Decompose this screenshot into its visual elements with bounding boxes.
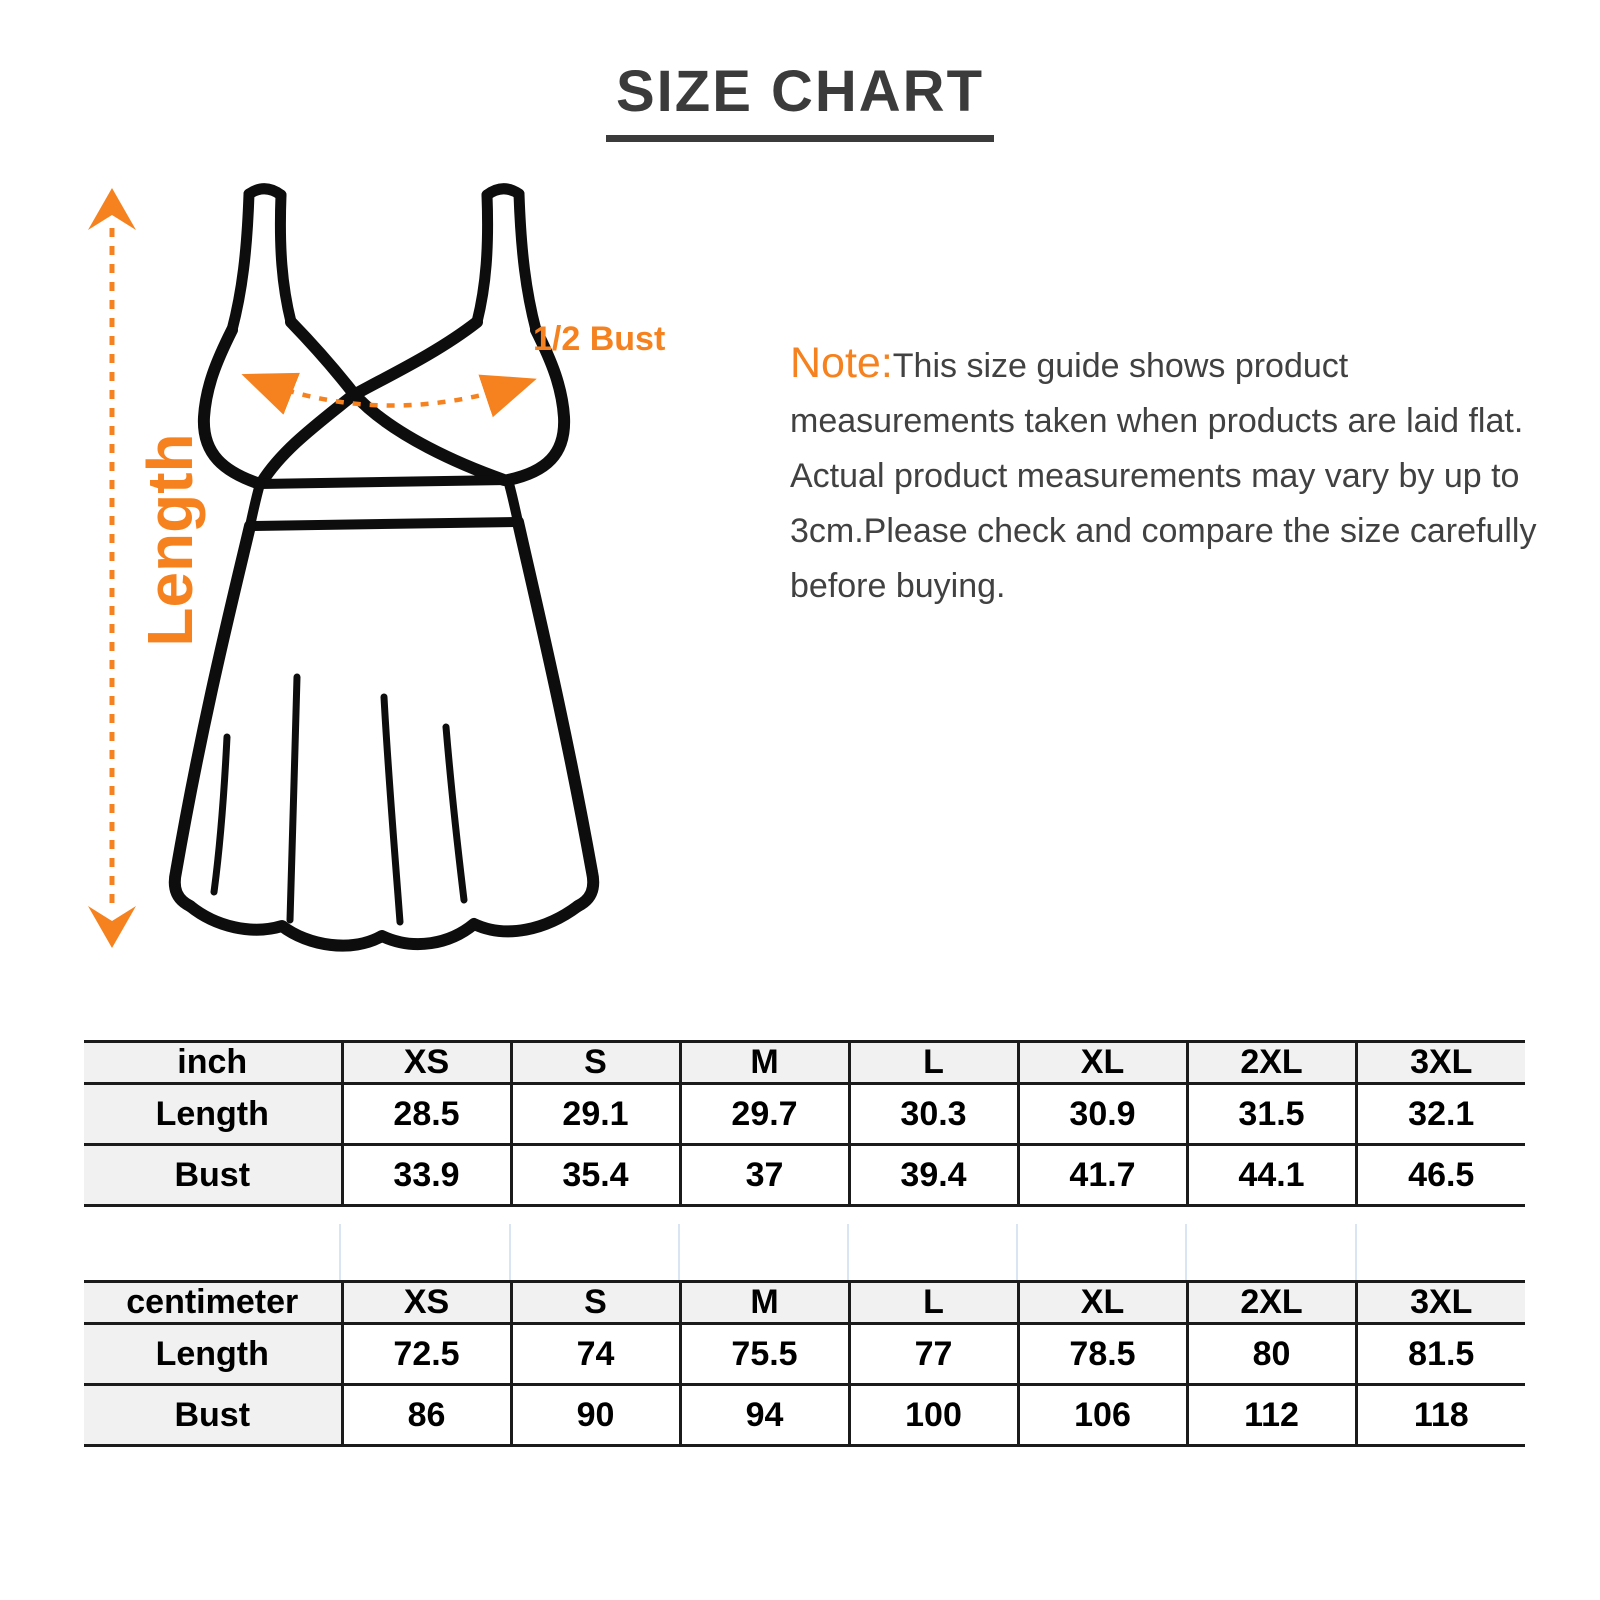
row-label-cell: Length bbox=[84, 1084, 342, 1145]
value-cell: 29.1 bbox=[511, 1084, 680, 1145]
length-arrow bbox=[88, 188, 136, 948]
spacer-cell bbox=[511, 1224, 680, 1280]
note-prefix: Note: bbox=[790, 339, 893, 387]
row-label-cell: Length bbox=[84, 1324, 342, 1385]
value-cell: 100 bbox=[849, 1385, 1018, 1446]
value-cell: 94 bbox=[680, 1385, 849, 1446]
size-table-centimeter bbox=[84, 1280, 1525, 1447]
size-header-cell: 2XL bbox=[1187, 1282, 1356, 1324]
size-table-inch bbox=[84, 1040, 1525, 1207]
note-body: This size guide shows product measurements taken when products are laid flat. Actual product measurements may vary by up to 3cm.Please check and compare the size carefully before buying. bbox=[790, 347, 1537, 605]
table-header-row bbox=[84, 1282, 1525, 1324]
value-cell: 30.9 bbox=[1018, 1084, 1187, 1145]
size-header-cell: 2XL bbox=[1187, 1042, 1356, 1084]
page-title: SIZE CHART bbox=[606, 58, 994, 142]
size-header-cell: 3XL bbox=[1356, 1042, 1525, 1084]
size-header-cell: XL bbox=[1018, 1042, 1187, 1084]
value-cell: 86 bbox=[342, 1385, 511, 1446]
value-cell: 80 bbox=[1187, 1324, 1356, 1385]
value-cell: 41.7 bbox=[1018, 1145, 1187, 1206]
value-cell: 112 bbox=[1187, 1385, 1356, 1446]
unit-header-cell: centimeter bbox=[84, 1282, 342, 1324]
size-header-cell: XL bbox=[1018, 1282, 1187, 1324]
note-text bbox=[790, 336, 1540, 614]
size-header-cell: S bbox=[511, 1042, 680, 1084]
value-cell: 35.4 bbox=[511, 1145, 680, 1206]
size-header-cell: M bbox=[680, 1282, 849, 1324]
value-cell: 118 bbox=[1356, 1385, 1525, 1446]
title-wrap bbox=[0, 58, 1600, 142]
size-header-cell: XS bbox=[342, 1042, 511, 1084]
value-cell: 28.5 bbox=[342, 1084, 511, 1145]
value-cell: 39.4 bbox=[849, 1145, 1018, 1206]
unit-header-cell: inch bbox=[84, 1042, 342, 1084]
value-cell: 77 bbox=[849, 1324, 1018, 1385]
value-cell: 44.1 bbox=[1187, 1145, 1356, 1206]
value-cell: 30.3 bbox=[849, 1084, 1018, 1145]
size-header-cell: L bbox=[849, 1282, 1018, 1324]
size-header-cell: XS bbox=[342, 1282, 511, 1324]
value-cell: 75.5 bbox=[680, 1324, 849, 1385]
value-cell: 37 bbox=[680, 1145, 849, 1206]
table-row bbox=[84, 1385, 1525, 1446]
spacer-cell bbox=[680, 1224, 849, 1280]
value-cell: 46.5 bbox=[1356, 1145, 1525, 1206]
table-header-row bbox=[84, 1042, 1525, 1084]
bust-arrow bbox=[254, 379, 524, 406]
value-cell: 90 bbox=[511, 1385, 680, 1446]
value-cell: 74 bbox=[511, 1324, 680, 1385]
table-row bbox=[84, 1084, 1525, 1145]
row-label-cell: Bust bbox=[84, 1145, 342, 1206]
size-header-cell: L bbox=[849, 1042, 1018, 1084]
spacer-cell bbox=[1187, 1224, 1356, 1280]
value-cell: 29.7 bbox=[680, 1084, 849, 1145]
table-row bbox=[84, 1324, 1525, 1385]
row-label-cell: Bust bbox=[84, 1385, 342, 1446]
spacer-row bbox=[84, 1224, 1524, 1280]
spacer-cell bbox=[1018, 1224, 1187, 1280]
value-cell: 72.5 bbox=[342, 1324, 511, 1385]
size-header-cell: 3XL bbox=[1356, 1282, 1525, 1324]
value-cell: 32.1 bbox=[1356, 1084, 1525, 1145]
value-cell: 106 bbox=[1018, 1385, 1187, 1446]
value-cell: 33.9 bbox=[342, 1145, 511, 1206]
bust-label: 1/2 Bust bbox=[533, 320, 666, 358]
size-header-cell: S bbox=[511, 1282, 680, 1324]
value-cell: 81.5 bbox=[1356, 1324, 1525, 1385]
spacer-cell bbox=[849, 1224, 1018, 1280]
value-cell: 31.5 bbox=[1187, 1084, 1356, 1145]
value-cell: 78.5 bbox=[1018, 1324, 1187, 1385]
size-header-cell: M bbox=[680, 1042, 849, 1084]
spacer-cell bbox=[84, 1224, 341, 1280]
spacer-cell bbox=[341, 1224, 510, 1280]
length-label: Length bbox=[134, 433, 206, 647]
table-row bbox=[84, 1145, 1525, 1206]
spacer-cell bbox=[1357, 1224, 1524, 1280]
dress-outline bbox=[175, 189, 593, 946]
